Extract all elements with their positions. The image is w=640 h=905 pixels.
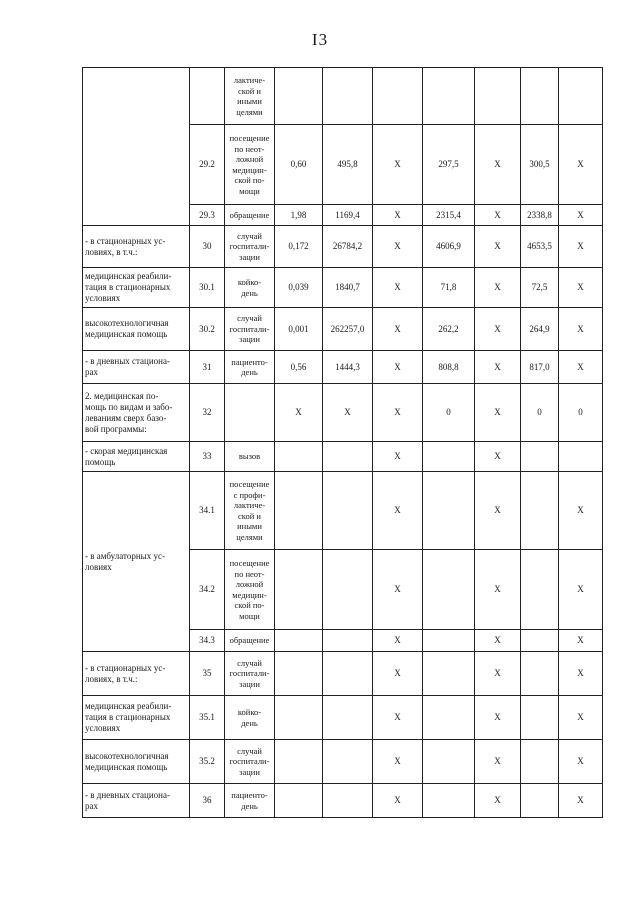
unit-cell: посещение по неот- ложной медицин- ской по- мощи (225, 125, 275, 205)
value-cell: Х (373, 740, 423, 784)
value-cell: Х (475, 652, 521, 696)
value-cell: Х (475, 205, 521, 226)
value-cell: Х (475, 696, 521, 740)
row-name-cell: высокотехнологичная медицинская помощь (83, 740, 190, 784)
value-cell: Х (559, 308, 603, 351)
value-cell: 262257,0 (323, 308, 373, 351)
value-cell: 4606,9 (423, 226, 475, 268)
value-cell: Х (559, 268, 603, 308)
value-cell: Х (559, 205, 603, 226)
value-cell (275, 630, 323, 652)
value-cell: 71,8 (423, 268, 475, 308)
value-cell: 0 (521, 384, 559, 442)
unit-cell: пациенто- день (225, 351, 275, 384)
value-cell: 1,98 (275, 205, 323, 226)
row-name-cell: медицинская реабили- тация в стационарных условиях (83, 696, 190, 740)
unit-cell: посещение по неот- ложной медицин- ской по- мощи (225, 550, 275, 630)
value-cell (323, 472, 373, 550)
value-cell: Х (275, 384, 323, 442)
value-cell: Х (475, 784, 521, 818)
table-row (83, 472, 603, 550)
value-cell (423, 740, 475, 784)
value-cell (275, 740, 323, 784)
value-cell: Х (475, 308, 521, 351)
unit-cell: койко- день (225, 268, 275, 308)
value-cell: Х (373, 630, 423, 652)
table-row (83, 351, 603, 384)
value-cell (323, 652, 373, 696)
value-cell: 1444,3 (323, 351, 373, 384)
value-cell: 0,60 (275, 125, 323, 205)
value-cell: Х (373, 205, 423, 226)
value-cell: Х (559, 740, 603, 784)
value-cell (423, 68, 475, 125)
value-cell: Х (559, 351, 603, 384)
value-cell: Х (559, 630, 603, 652)
value-cell: 2338,8 (521, 205, 559, 226)
value-cell: Х (475, 226, 521, 268)
value-cell (323, 550, 373, 630)
value-cell (475, 68, 521, 125)
row-code-cell: 34.3 (190, 630, 225, 652)
value-cell: Х (373, 442, 423, 472)
value-cell: Х (475, 351, 521, 384)
value-cell (521, 442, 559, 472)
value-cell (323, 740, 373, 784)
unit-cell: случай госпитали- зации (225, 740, 275, 784)
table-row (83, 740, 603, 784)
value-cell: 0,172 (275, 226, 323, 268)
value-cell: Х (559, 125, 603, 205)
value-cell: Х (373, 784, 423, 818)
value-cell: Х (475, 125, 521, 205)
value-cell (275, 472, 323, 550)
value-cell (423, 696, 475, 740)
row-name-cell: - скорая медицинская помощь (83, 442, 190, 472)
value-cell (423, 442, 475, 472)
unit-cell: койко- день (225, 696, 275, 740)
value-cell (275, 784, 323, 818)
value-cell (275, 442, 323, 472)
value-cell (275, 652, 323, 696)
value-cell: Х (475, 268, 521, 308)
table-row (83, 784, 603, 818)
row-name-cell: - в стационарных ус- ловиях, в т.ч.: (83, 652, 190, 696)
unit-cell: случай госпитали- зации (225, 308, 275, 351)
value-cell: 72,5 (521, 268, 559, 308)
value-cell: 0 (423, 384, 475, 442)
value-cell (323, 442, 373, 472)
value-cell (323, 784, 373, 818)
value-cell: 264,9 (521, 308, 559, 351)
table-row (83, 384, 603, 442)
table-row (83, 442, 603, 472)
row-code-cell: 31 (190, 351, 225, 384)
table-row (83, 226, 603, 268)
value-cell (423, 652, 475, 696)
value-cell: Х (475, 550, 521, 630)
value-cell: 297,5 (423, 125, 475, 205)
row-code-cell: 30 (190, 226, 225, 268)
value-cell: Х (559, 472, 603, 550)
row-code-cell: 29.2 (190, 125, 225, 205)
value-cell: Х (373, 472, 423, 550)
value-cell: 26784,2 (323, 226, 373, 268)
value-cell (423, 630, 475, 652)
unit-cell: вызов (225, 442, 275, 472)
value-cell: Х (373, 351, 423, 384)
table-row (83, 268, 603, 308)
value-cell: Х (559, 696, 603, 740)
value-cell: 1169,4 (323, 205, 373, 226)
row-name-cell: - в амбулаторных ус- ловиях (83, 472, 190, 652)
unit-cell: обращение (225, 205, 275, 226)
value-cell (521, 784, 559, 818)
table-row (83, 308, 603, 351)
tariff-table (82, 67, 603, 818)
row-code-cell: 30.1 (190, 268, 225, 308)
value-cell: 0,039 (275, 268, 323, 308)
value-cell (521, 550, 559, 630)
value-cell (559, 68, 603, 125)
value-cell: Х (373, 384, 423, 442)
value-cell: Х (475, 442, 521, 472)
unit-cell (225, 384, 275, 442)
table-row (83, 68, 603, 125)
value-cell: Х (373, 226, 423, 268)
unit-cell: лактиче- ской и иными целями (225, 68, 275, 125)
value-cell: Х (559, 652, 603, 696)
table-row (83, 696, 603, 740)
value-cell: Х (475, 740, 521, 784)
row-code-cell: 35.1 (190, 696, 225, 740)
value-cell: Х (475, 630, 521, 652)
value-cell: 4653,5 (521, 226, 559, 268)
value-cell: Х (475, 384, 521, 442)
value-cell (323, 68, 373, 125)
row-code-cell: 29.3 (190, 205, 225, 226)
value-cell (521, 630, 559, 652)
value-cell: Х (373, 268, 423, 308)
value-cell (521, 652, 559, 696)
value-cell: 817,0 (521, 351, 559, 384)
value-cell (423, 472, 475, 550)
row-code-cell: 34.2 (190, 550, 225, 630)
value-cell: Х (373, 696, 423, 740)
row-name-cell: 2. медицинская по- мощь по видам и забо- леваниям сверх базо- вой программы: (83, 384, 190, 442)
row-code-cell: 33 (190, 442, 225, 472)
value-cell (275, 550, 323, 630)
row-name-cell (83, 68, 190, 226)
page-number: I3 (311, 30, 329, 49)
value-cell (521, 68, 559, 125)
value-cell: Х (373, 652, 423, 696)
table-row (83, 652, 603, 696)
row-name-cell: - в дневных стациона- рах (83, 784, 190, 818)
value-cell: 2315,4 (423, 205, 475, 226)
unit-cell: посещение с профи- лактиче- ской и иными целями (225, 472, 275, 550)
row-code-cell (190, 68, 225, 125)
value-cell (323, 696, 373, 740)
value-cell: 495,8 (323, 125, 373, 205)
value-cell (423, 784, 475, 818)
value-cell: Х (373, 550, 423, 630)
row-name-cell: медицинская реабили- тация в стационарных условиях (83, 268, 190, 308)
value-cell (275, 68, 323, 125)
unit-cell: обращение (225, 630, 275, 652)
value-cell (323, 630, 373, 652)
value-cell: Х (323, 384, 373, 442)
unit-cell: случай госпитали- зации (225, 226, 275, 268)
row-code-cell: 32 (190, 384, 225, 442)
row-code-cell: 35.2 (190, 740, 225, 784)
row-code-cell: 35 (190, 652, 225, 696)
row-code-cell: 34.1 (190, 472, 225, 550)
value-cell: Х (559, 784, 603, 818)
unit-cell: пациенто- день (225, 784, 275, 818)
row-name-cell: - в дневных стациона- рах (83, 351, 190, 384)
value-cell (423, 550, 475, 630)
value-cell (373, 68, 423, 125)
value-cell: 300,5 (521, 125, 559, 205)
value-cell: Х (373, 308, 423, 351)
value-cell: 0 (559, 384, 603, 442)
value-cell (275, 696, 323, 740)
value-cell: Х (559, 550, 603, 630)
value-cell: Х (559, 226, 603, 268)
value-cell (521, 472, 559, 550)
value-cell: 262,2 (423, 308, 475, 351)
value-cell: Х (373, 125, 423, 205)
value-cell: 0,001 (275, 308, 323, 351)
value-cell: Х (475, 472, 521, 550)
value-cell (559, 442, 603, 472)
value-cell (521, 740, 559, 784)
row-code-cell: 30.2 (190, 308, 225, 351)
value-cell: 1840,7 (323, 268, 373, 308)
value-cell: 0,56 (275, 351, 323, 384)
row-name-cell: высокотехнологичная медицинская помощь (83, 308, 190, 351)
row-name-cell: - в стационарных ус- ловиях, в т.ч.: (83, 226, 190, 268)
row-code-cell: 36 (190, 784, 225, 818)
value-cell (521, 696, 559, 740)
unit-cell: случай госпитали- зации (225, 652, 275, 696)
value-cell: 808,8 (423, 351, 475, 384)
